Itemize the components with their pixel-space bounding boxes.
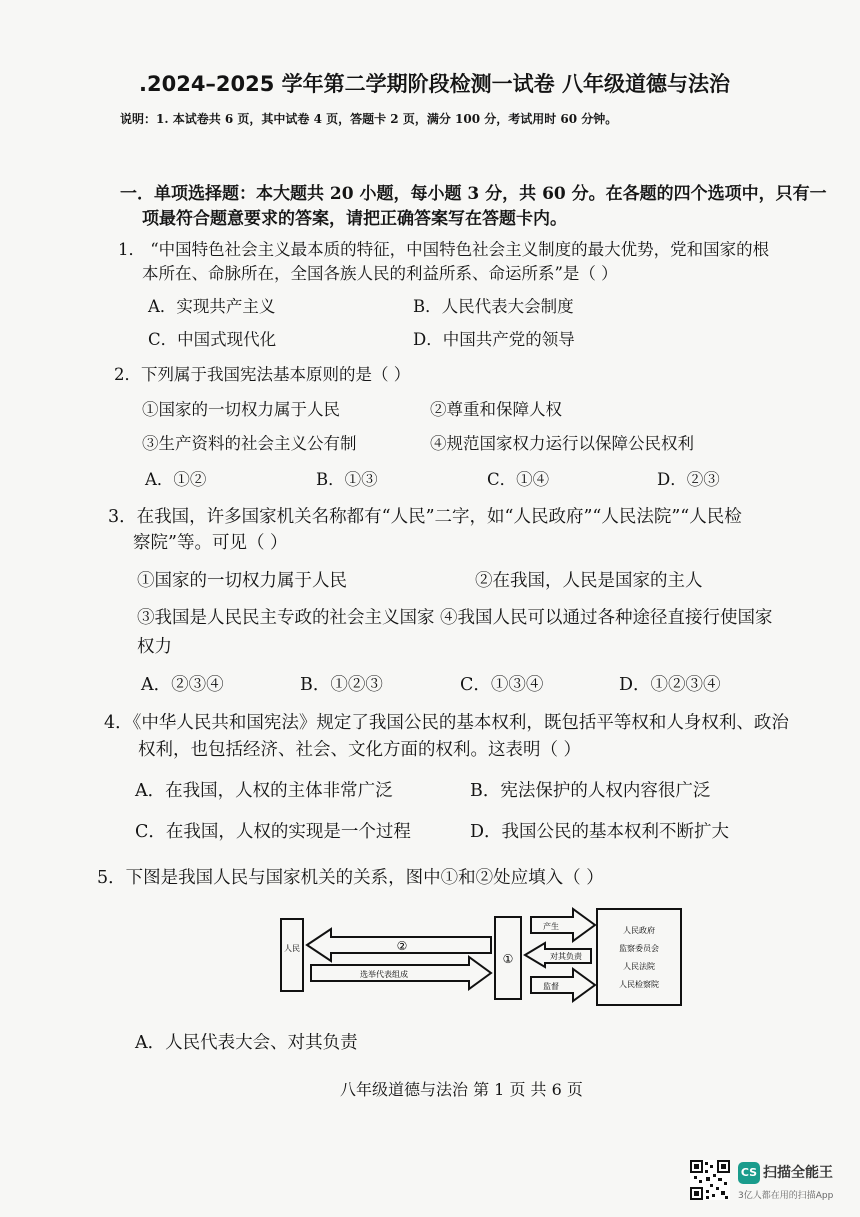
q1-stem-line-2: 本所在、命脉所在，全国各族人民的利益所系、命运所系”是（ ） — [142, 264, 618, 283]
q2-statement-1: ①国家的一切权力属于人民 — [142, 400, 340, 419]
q4-option-c: C．在我国，人权的实现是一个过程 — [135, 822, 411, 842]
people-box — [281, 919, 303, 991]
qr-code-icon — [690, 1160, 730, 1200]
produce-label: 产生 — [543, 922, 559, 931]
organ-government: 人民政府 — [623, 926, 655, 935]
q1-option-c: C．中国式现代化 — [148, 330, 277, 349]
section-heading-line-2: 项最符合题意要求的答案，请把正确答案写在答题卡内。 — [142, 209, 567, 229]
exam-title: .2024–2025 学年第二学期阶段检测一试卷 八年级道德与法治 — [139, 72, 730, 96]
arrow-supervise — [531, 969, 595, 1001]
q1-option-b: B．人民代表大会制度 — [413, 297, 574, 316]
q3-option-a: A．②③④ — [141, 675, 224, 695]
organ-court: 人民法院 — [623, 962, 655, 971]
q1-stem-line-1: 1． “中国特色社会主义最本质的特征，中国特色社会主义制度的最大优势，党和国家的根 — [118, 240, 770, 259]
q1-option-a: A．实现共产主义 — [148, 297, 276, 316]
q3-statement-1: ①国家的一切权力属于人民 — [137, 571, 347, 591]
responsible-label: 对其负责 — [550, 952, 582, 961]
q4-stem-line-1: 4．《中华人民共和国宪法》规定了我国公民的基本权利，既包括平等权和人身权利、政治 — [104, 713, 789, 733]
q4-option-d: D．我国公民的基本权利不断扩大 — [470, 822, 730, 842]
q3-option-d: D．①②③④ — [619, 675, 721, 695]
q5-stem: 5．下图是我国人民与国家机关的关系，图中①和②处应填入（ ） — [97, 868, 604, 888]
q3-stem-line-2: 察院”等。可见（ ） — [133, 533, 288, 553]
q3-option-b: B．①②③ — [300, 675, 383, 695]
circle-1-label: ① — [502, 952, 514, 966]
camscanner-tagline: 3亿人都在用的扫描App — [738, 1191, 834, 1201]
exam-instructions: 说明：1. 本试卷共 6 页，其中试卷 4 页，答题卡 2 页，满分 100 分，考试用时 60 分钟。 — [120, 112, 618, 126]
q2-statement-4: ④规范国家权力运行以保障公民权利 — [430, 434, 694, 453]
q2-option-b: B．①③ — [316, 470, 378, 489]
q2-option-d: D．②③ — [657, 470, 720, 489]
q5-option-a: A．人民代表大会、对其负责 — [135, 1033, 358, 1053]
q3-statement-4-cont: 权力 — [137, 637, 172, 657]
organ-procuratorate: 人民检察院 — [619, 980, 659, 989]
q4-option-a: A．在我国，人权的主体非常广泛 — [135, 781, 393, 801]
q3-stem-line-1: 3．在我国，许多国家机关名称都有“人民”二字，如“人民政府”“人民法院”“人民检 — [108, 507, 742, 527]
organ-supervisory-commission: 监察委员会 — [619, 944, 659, 953]
q4-stem-line-2: 权利，也包括经济、社会、文化方面的权利。这表明（ ） — [138, 740, 582, 760]
q2-statement-3: ③生产资料的社会主义公有制 — [142, 434, 357, 453]
q3-statement-3-4: ③我国是人民民主专政的社会主义国家 ④我国人民可以通过各种途径直接行使国家 — [137, 608, 773, 628]
state-organs-box — [597, 909, 681, 1005]
q2-option-c: C．①④ — [487, 470, 550, 489]
circle-2-label: ② — [396, 939, 408, 953]
q1-option-d: D．中国共产党的领导 — [413, 330, 575, 349]
q4-option-b: B．宪法保护的人权内容很广泛 — [470, 781, 711, 801]
section-heading-line-1: 一．单项选择题：本大题共 20 小题，每小题 3 分，共 60 分。在各题的四个选项中，只有一 — [120, 184, 827, 204]
q2-stem: 2．下列属于我国宪法基本原则的是（ ） — [114, 365, 411, 384]
camscanner-logo: CS — [738, 1162, 760, 1184]
q3-option-c: C．①③④ — [460, 675, 544, 695]
people-label: 人民 — [284, 944, 300, 953]
camscanner-name: 扫描全能王 — [763, 1165, 833, 1181]
q3-statement-2: ②在我国，人民是国家的主人 — [475, 571, 703, 591]
q2-statement-2: ②尊重和保障人权 — [430, 400, 562, 419]
elect-label: 选举代表组成 — [360, 970, 408, 979]
arrow-produce — [531, 909, 595, 941]
page-footer: 八年级道德与法治 第 1 页 共 6 页 — [340, 1080, 583, 1099]
people-state-organs-diagram — [279, 905, 690, 1008]
q2-option-a: A．①② — [145, 470, 207, 489]
supervise-label: 监督 — [543, 982, 559, 991]
